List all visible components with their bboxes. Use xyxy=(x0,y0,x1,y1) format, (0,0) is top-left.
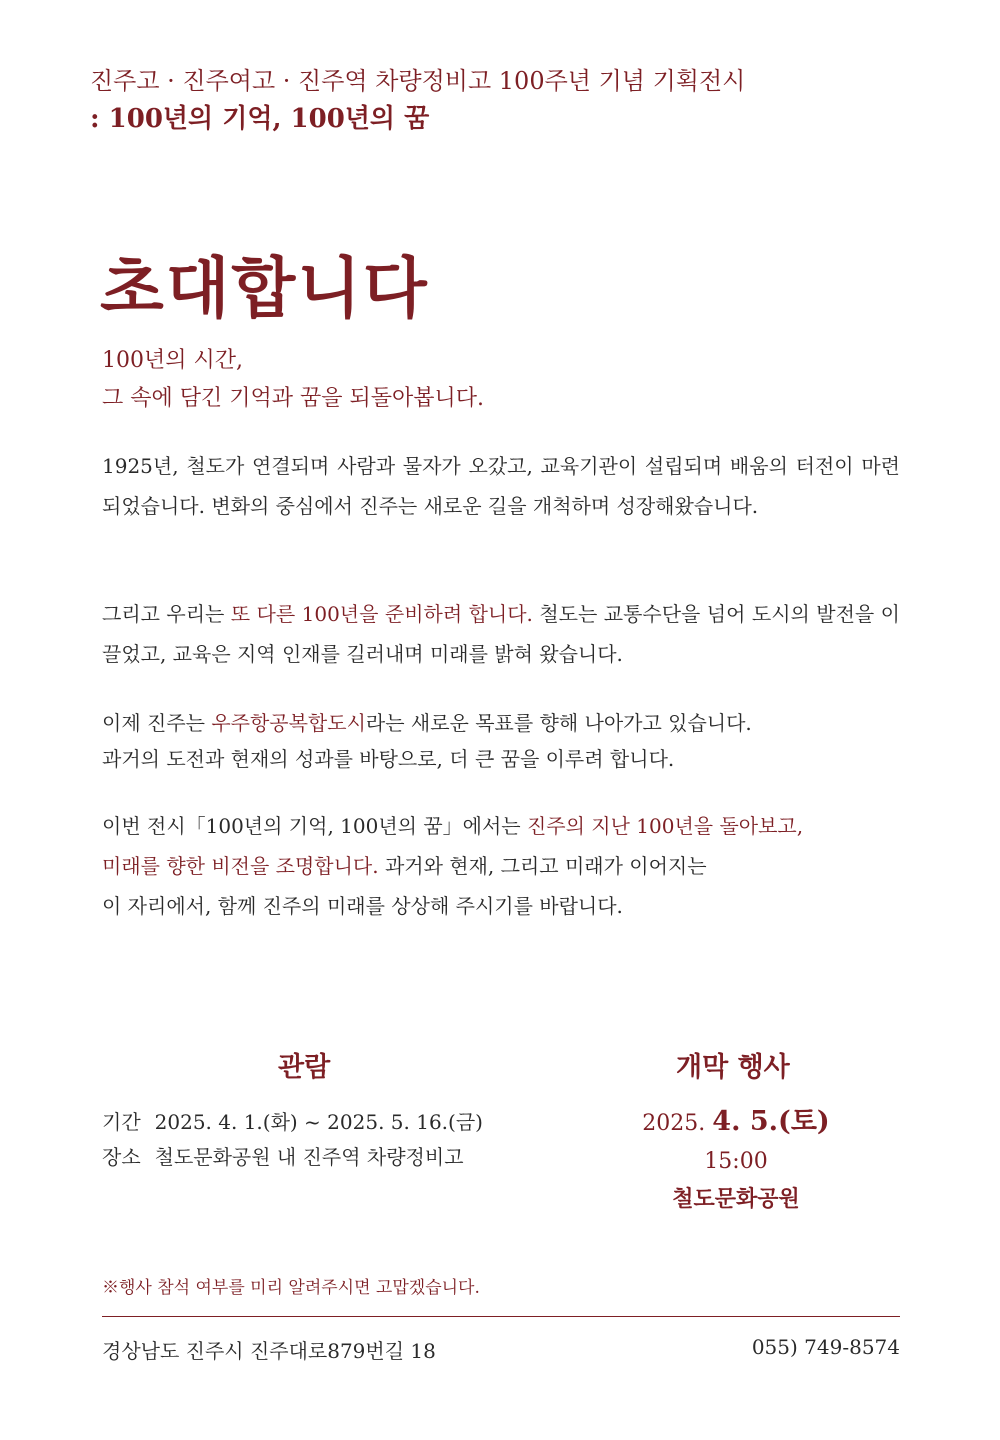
paragraph-text: 라는 새로운 목표를 향해 나아가고 있습니다. xyxy=(365,711,752,735)
header xyxy=(90,62,745,138)
viewing-info xyxy=(102,1105,483,1175)
paragraph-text: 과거와 현재, 그리고 미래가 이어지는 xyxy=(378,854,707,878)
paragraph-exhibition xyxy=(102,806,900,926)
period-label: 기간 xyxy=(102,1110,141,1134)
paragraph-text: 이제 진주는 xyxy=(102,711,212,735)
footer-divider xyxy=(102,1316,900,1317)
paragraph-text: 이번 전시「100년의 기억, 100년의 꿈」에서는 xyxy=(102,814,527,838)
opening-info xyxy=(618,1103,854,1217)
rsvp-note: ※행사 참석 여부를 미리 알려주시면 고맙겠습니다. xyxy=(102,1278,480,1298)
period-value: 2025. 4. 1.(화) ~ 2025. 5. 16.(금) xyxy=(154,1110,483,1134)
opening-place: 철도문화공원 xyxy=(672,1186,800,1212)
paragraph-line xyxy=(102,806,900,846)
highlight-text: 진주의 지난 100년을 돌아보고, xyxy=(526,814,804,838)
opening-year: 2025. xyxy=(642,1111,713,1136)
opening-datetime xyxy=(618,1103,854,1181)
intro-line-1: 100년의 시간, xyxy=(102,348,243,373)
paragraph-aerospace xyxy=(102,705,900,777)
exhibit-subtitle: 진주고 · 진주여고 · 진주역 차량정비고 100주년 기념 기획전시 xyxy=(90,67,746,95)
place-value: 철도문화공원 내 진주역 차량정비고 xyxy=(154,1145,464,1169)
intro-line-2: 그 속에 담긴 기억과 꿈을 되돌아봅니다. xyxy=(102,386,484,411)
paragraph-line: 이 자리에서, 함께 진주의 미래를 상상해 주시기를 바랍니다. xyxy=(102,894,623,918)
opening-time: 15:00 xyxy=(704,1149,768,1174)
paragraph-line xyxy=(102,846,900,886)
opening-date: 4. 5.(토) xyxy=(712,1106,830,1137)
invitation-title: 초대합니다 xyxy=(100,249,429,327)
place-label: 장소 xyxy=(102,1145,141,1169)
paragraph-line xyxy=(102,705,900,741)
viewing-period xyxy=(102,1105,483,1140)
highlight-text: 또 다른 100년을 준비하려 합니다. xyxy=(230,602,533,626)
paragraph-future xyxy=(102,594,900,674)
address: 경상남도 진주시 진주대로879번길 18 xyxy=(102,1339,436,1363)
phone-number: 055) 749-8574 xyxy=(751,1335,900,1359)
intro-text xyxy=(102,342,484,418)
highlight-text: 미래를 향한 비전을 조명합니다. xyxy=(102,854,379,878)
paragraph-text: 철도는 교통수단을 넘어 도시의 발전을 이끌었고, 교육은 지역 인재를 길러내며 미래를 밝혀 왔습니다. xyxy=(102,602,900,666)
opening-heading: 개막 행사 xyxy=(676,1052,790,1083)
paragraph-line: 과거의 도전과 현재의 성과를 바탕으로, 더 큰 꿈을 이루려 합니다. xyxy=(102,747,675,771)
viewing-place xyxy=(102,1140,483,1175)
highlight-text: 우주항공복합도시 xyxy=(211,711,366,735)
exhibit-title: : 100년의 기억, 100년의 꿈 xyxy=(90,104,430,134)
paragraph-text: 그리고 우리는 xyxy=(102,602,231,626)
paragraph-history: 1925년, 철도가 연결되며 사람과 물자가 오갔고, 교육기관이 설립되며 배움의 터전이 마련되었습니다. 변화의 중심에서 진주는 새로운 길을 개척하며 성장해왔습니다. xyxy=(102,454,900,518)
viewing-heading: 관람 xyxy=(278,1052,331,1083)
